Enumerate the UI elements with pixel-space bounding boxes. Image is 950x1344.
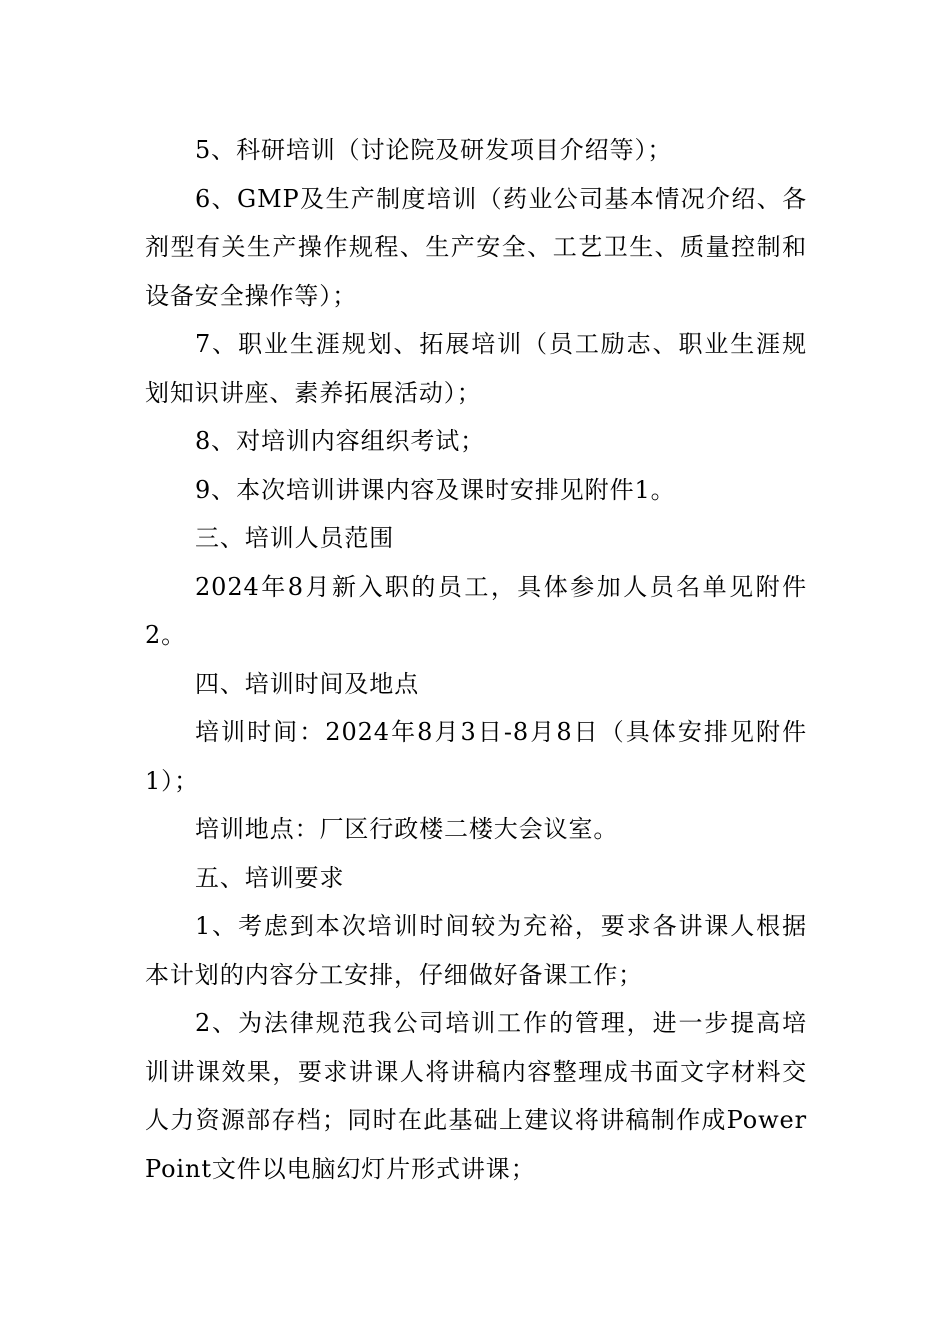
document-body <box>145 126 807 1193</box>
paragraph-trainees: 2024年8月新入职的员工，具体参加人员名单见附件2。 <box>145 572 807 649</box>
section-heading-trainees: 三、培训人员范围 <box>195 524 395 552</box>
paragraph-requirement-2: 2、为法律规范我公司培训工作的管理，进一步提高培训讲课效果，要求讲课人将讲稿内容整理成书面文字材料交人力资源部存档；同时在此基础上建议将讲稿制作成PowerPoint文件以电脑幻灯片形式讲课； <box>145 1009 807 1183</box>
paragraph-item-7-career-planning: 7、职业生涯规划、拓展培训（员工励志、职业生涯规划知识讲座、素养拓展活动）； <box>145 330 807 407</box>
paragraph-item-8-exam: 8、对培训内容组织考试； <box>195 427 486 455</box>
paragraph-requirement-1: 1、考虑到本次培训时间较为充裕，要求各讲课人根据本计划的内容分工安排，仔细做好备课工作； <box>145 912 807 989</box>
paragraph-training-time: 培训时间：2024年8月3日-8月8日（具体安排见附件1）； <box>145 718 807 795</box>
section-heading-time-location: 四、培训时间及地点 <box>195 669 420 698</box>
section-heading-requirements: 五、培训要求 <box>195 863 345 892</box>
paragraph-training-location: 培训地点：厂区行政楼二楼大会议室。 <box>195 815 619 843</box>
paragraph-item-5-research-training: 5、科研培训（讨论院及研发项目介绍等）； <box>195 136 673 164</box>
paragraph-item-9-schedule: 9、本次培训讲课内容及课时安排见附件1。 <box>195 475 676 504</box>
paragraph-item-6-gmp-training: 6、GMP及生产制度培训（药业公司基本情况介绍、各剂型有关生产操作规程、生产安全、工艺卫生、质量控制和设备安全操作等）； <box>145 184 807 310</box>
